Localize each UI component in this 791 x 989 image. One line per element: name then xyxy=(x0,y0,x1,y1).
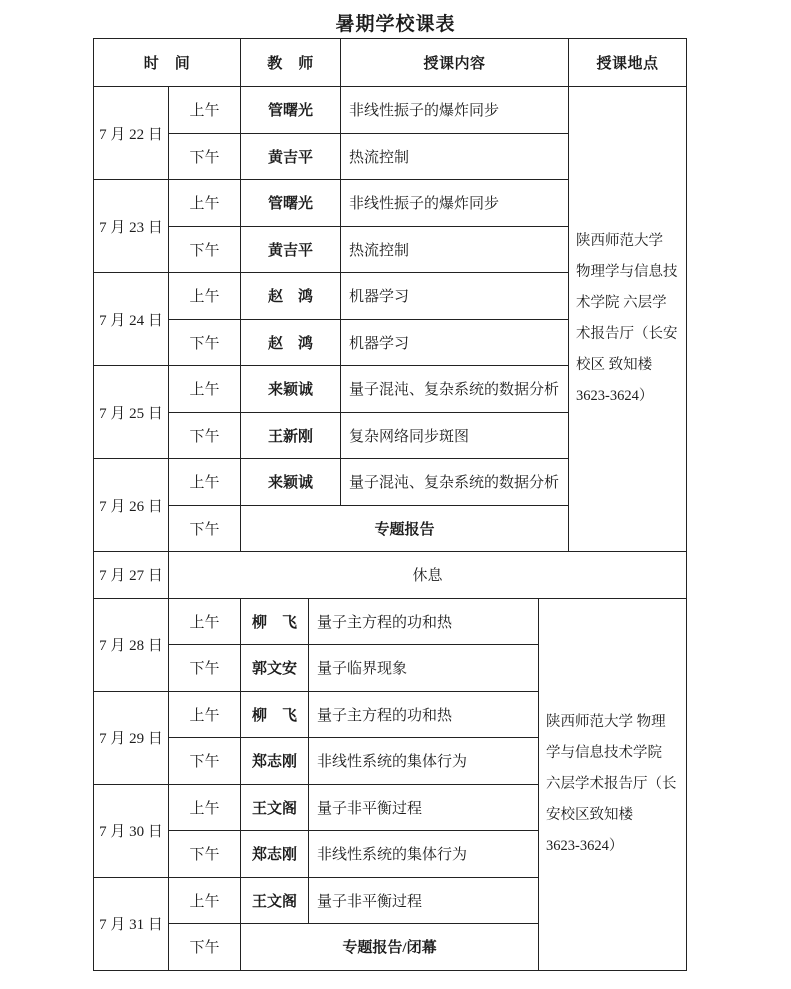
schedule-table-upper xyxy=(93,38,687,552)
date-cell: 7 月 25 日 xyxy=(94,366,169,459)
page-title: 暑期学校课表 xyxy=(335,14,456,35)
period-cell: 上午 xyxy=(169,366,241,413)
content-cell: 复杂网络同步斑图 xyxy=(341,412,569,459)
teacher-cell: 赵 鸿 xyxy=(241,319,341,366)
teacher-cell: 黄吉平 xyxy=(241,226,341,273)
location-line: 校区 致知楼 xyxy=(576,357,653,373)
table-row xyxy=(94,552,687,599)
period-cell: 上午 xyxy=(169,87,241,134)
content-cell: 量子主方程的功和热 xyxy=(309,691,539,738)
period-cell: 下午 xyxy=(169,319,241,366)
header-time: 时 间 xyxy=(94,39,241,87)
teacher-cell: 赵 鸿 xyxy=(241,273,341,320)
location-line: 3623-3624） xyxy=(546,837,624,854)
period-cell: 下午 xyxy=(169,924,241,971)
location-line: 陕西师范大学 xyxy=(576,233,664,249)
location-line: 术报告厅（长安 xyxy=(576,326,678,342)
teacher-cell: 来颖诚 xyxy=(241,366,341,413)
content-cell: 量子混沌、复杂系统的数据分析 xyxy=(341,459,569,506)
date-cell: 7 月 26 日 xyxy=(94,459,169,552)
content-cell: 量子非平衡过程 xyxy=(309,784,539,831)
period-cell: 上午 xyxy=(169,784,241,831)
location-line: 术学院 六层学 xyxy=(576,295,667,311)
content-cell: 非线性系统的集体行为 xyxy=(309,831,539,878)
table-row xyxy=(94,87,687,134)
teacher-cell: 王文阁 xyxy=(241,784,309,831)
location-cell xyxy=(539,598,687,970)
date-cell: 7 月 31 日 xyxy=(94,877,169,970)
period-cell: 下午 xyxy=(169,412,241,459)
content-cell: 量子非平衡过程 xyxy=(309,877,539,924)
content-cell: 机器学习 xyxy=(341,319,569,366)
date-cell: 7 月 23 日 xyxy=(94,180,169,273)
teacher-cell: 管曙光 xyxy=(241,87,341,134)
content-cell: 量子临界现象 xyxy=(309,645,539,692)
period-cell: 下午 xyxy=(169,505,241,552)
content-cell: 非线性系统的集体行为 xyxy=(309,738,539,785)
schedule-table-lower xyxy=(93,598,687,971)
location-line: 物理学与信息技 xyxy=(576,264,678,280)
content-cell: 热流控制 xyxy=(341,226,569,273)
date-cell: 7 月 28 日 xyxy=(94,598,169,691)
date-cell: 7 月 29 日 xyxy=(94,691,169,784)
rest-cell: 休息 xyxy=(169,552,687,599)
location-line: 学与信息技术学院 xyxy=(546,744,662,761)
period-cell: 下午 xyxy=(169,831,241,878)
special-report-cell: 专题报告/闭幕 xyxy=(241,924,539,971)
header-content: 授课内容 xyxy=(341,39,569,87)
date-cell: 7 月 30 日 xyxy=(94,784,169,877)
header-teacher: 教 师 xyxy=(241,39,341,87)
period-cell: 下午 xyxy=(169,133,241,180)
period-cell: 上午 xyxy=(169,180,241,227)
period-cell: 下午 xyxy=(169,645,241,692)
period-cell: 上午 xyxy=(169,273,241,320)
content-cell: 非线性振子的爆炸同步 xyxy=(341,180,569,227)
content-cell: 机器学习 xyxy=(341,273,569,320)
period-cell: 上午 xyxy=(169,691,241,738)
teacher-cell: 郑志刚 xyxy=(241,831,309,878)
teacher-cell: 来颖诚 xyxy=(241,459,341,506)
date-cell: 7 月 27 日 xyxy=(94,552,169,599)
location-line: 陕西师范大学 物理 xyxy=(546,713,666,730)
teacher-cell: 王新刚 xyxy=(241,412,341,459)
period-cell: 下午 xyxy=(169,226,241,273)
table-row xyxy=(94,598,687,645)
teacher-cell: 黄吉平 xyxy=(241,133,341,180)
period-cell: 上午 xyxy=(169,877,241,924)
period-cell: 下午 xyxy=(169,738,241,785)
teacher-cell: 郭文安 xyxy=(241,645,309,692)
header-row xyxy=(94,39,687,87)
content-cell: 量子主方程的功和热 xyxy=(309,598,539,645)
course-table xyxy=(93,38,687,971)
teacher-cell: 郑志刚 xyxy=(241,738,309,785)
content-cell: 非线性振子的爆炸同步 xyxy=(341,87,569,134)
content-cell: 热流控制 xyxy=(341,133,569,180)
location-line: 六层学术报告厅（长 xyxy=(546,775,677,792)
teacher-cell: 王文阁 xyxy=(241,877,309,924)
content-cell: 量子混沌、复杂系统的数据分析 xyxy=(341,366,569,413)
teacher-cell: 管曙光 xyxy=(241,180,341,227)
teacher-cell: 柳 飞 xyxy=(241,691,309,738)
period-cell: 上午 xyxy=(169,459,241,506)
schedule-table-rest xyxy=(93,551,687,599)
period-cell: 上午 xyxy=(169,598,241,645)
teacher-cell: 柳 飞 xyxy=(241,598,309,645)
location-line: 3623-3624） xyxy=(576,388,654,404)
location-cell xyxy=(569,87,687,552)
date-cell: 7 月 24 日 xyxy=(94,273,169,366)
special-report-cell: 专题报告 xyxy=(241,505,569,552)
location-line: 安校区致知楼 xyxy=(546,806,633,823)
header-location: 授课地点 xyxy=(569,39,687,87)
date-cell: 7 月 22 日 xyxy=(94,87,169,180)
